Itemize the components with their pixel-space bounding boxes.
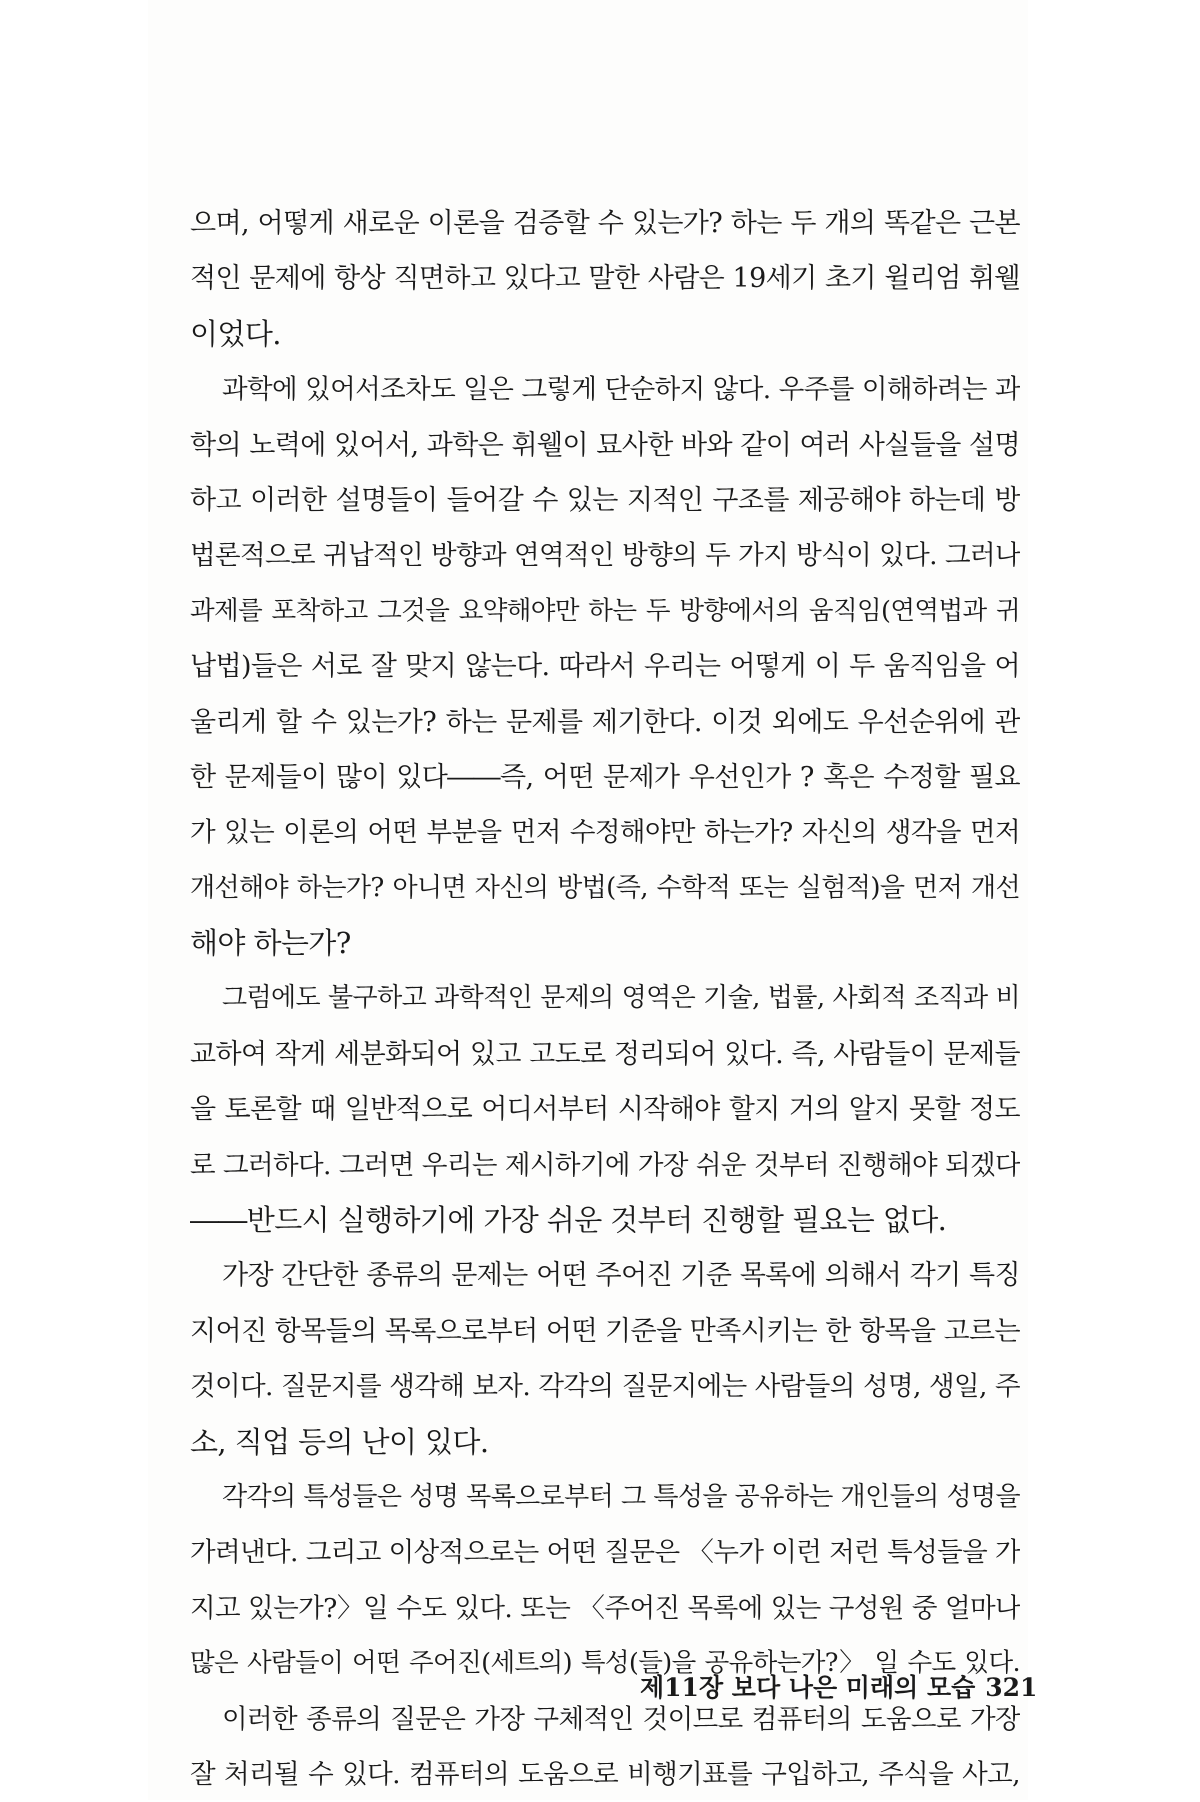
text-line: 잘 처리될 수 있다. 컴퓨터의 도움으로 비행기표를 구입하고, 주식을 사고,: [190, 1758, 1020, 1790]
text-line: 이러한 종류의 질문은 가장 구체적인 것이므로 컴퓨터의 도움으로 가장: [222, 1703, 1020, 1735]
text-line: 로 그러하다. 그러면 우리는 제시하기에 가장 쉬운 것부터 진행해야 되겠다: [190, 1149, 1020, 1181]
text-line: 학의 노력에 있어서, 과학은 휘웰이 묘사한 바와 같이 여러 사실들을 설명: [190, 429, 1020, 461]
text-line: 과학에 있어서조차도 일은 그렇게 단순하지 않다. 우주를 이해하려는 과: [222, 374, 1020, 406]
text-line: 법론적으로 귀납적인 방향과 연역적인 방향의 두 가지 방식이 있다. 그러나: [190, 540, 1020, 572]
text-line: 울리게 할 수 있는가? 하는 문제를 제기한다. 이것 외에도 우선순위에 관: [190, 706, 1020, 738]
text-line: 가 있는 이론의 어떤 부분을 먼저 수정해야만 하는가? 자신의 생각을 먼저: [190, 817, 1020, 849]
text-line: 하고 이러한 설명들이 들어갈 수 있는 지적인 구조를 제공해야 하는데 방: [190, 484, 1020, 516]
page-footer: [640, 1668, 1038, 1708]
chapter-title: 제11장 보다 나은 미래의 모습: [640, 1673, 976, 1702]
text-line: 것이다. 질문지를 생각해 보자. 각각의 질문지에는 사람들의 성명, 생일, 주: [190, 1371, 1020, 1403]
page-number: 321: [985, 1673, 1038, 1702]
text-line: ――반드시 실행하기에 가장 쉬운 것부터 진행할 필요는 없다.: [190, 1203, 947, 1238]
text-line: 각각의 특성들은 성명 목록으로부터 그 특성을 공유하는 개인들의 성명을: [222, 1481, 1020, 1512]
body-text: [190, 196, 1020, 1802]
text-line: 그럼에도 불구하고 과학적인 문제의 영역은 기술, 법률, 사회적 조직과 비: [222, 983, 1020, 1014]
text-line: 개선해야 하는가? 아니면 자신의 방법(즉, 수학적 또는 실험적)을 먼저 개선: [190, 872, 1020, 903]
text-line: 해야 하는가?: [190, 926, 351, 961]
text-line: 이었다.: [190, 316, 281, 351]
text-line: 으며, 어떻게 새로운 이론을 검증할 수 있는가? 하는 두 개의 똑같은 근본: [190, 208, 1020, 239]
text-line: 가려낸다. 그리고 이상적으로는 어떤 질문은 〈누가 이런 저런 특성들을 가: [190, 1537, 1020, 1569]
text-line: 을 토론할 때 일반적으로 어디서부터 시작해야 할지 거의 알지 못할 정도: [190, 1094, 1020, 1126]
text-line: 교하여 작게 세분화되어 있고 고도로 정리되어 있다. 즉, 사람들이 문제들: [190, 1038, 1020, 1070]
text-line: 소, 직업 등의 난이 있다.: [190, 1424, 489, 1459]
text-line: 가장 간단한 종류의 문제는 어떤 주어진 기준 목록에 의해서 각기 특징: [222, 1260, 1020, 1292]
text-line: 과제를 포착하고 그것을 요약해야만 하는 두 방향에서의 움직임(연역법과 귀: [190, 595, 1020, 626]
text-line: 많은 사람들이 어떤 주어진(세트의) 특성(들)을 공유하는가?〉 일 수도 있다.: [190, 1648, 1020, 1679]
text-line: 납법)들은 서로 잘 맞지 않는다. 따라서 우리는 어떻게 이 두 움직임을 어: [190, 651, 1020, 683]
text-line: 지고 있는가?〉일 수도 있다. 또는 〈주어진 목록에 있는 구성원 중 얼마나: [190, 1592, 1020, 1624]
text-line: 적인 문제에 항상 직면하고 있다고 말한 사람은 19세기 초기 윌리엄 휘웰: [190, 263, 1020, 295]
text-line: 한 문제들이 많이 있다――즉, 어떤 문제가 우선인가 ? 혹은 수정할 필요: [190, 761, 1020, 793]
text-line: 지어진 항목들의 목록으로부터 어떤 기준을 만족시키는 한 항목을 고르는: [190, 1315, 1020, 1347]
